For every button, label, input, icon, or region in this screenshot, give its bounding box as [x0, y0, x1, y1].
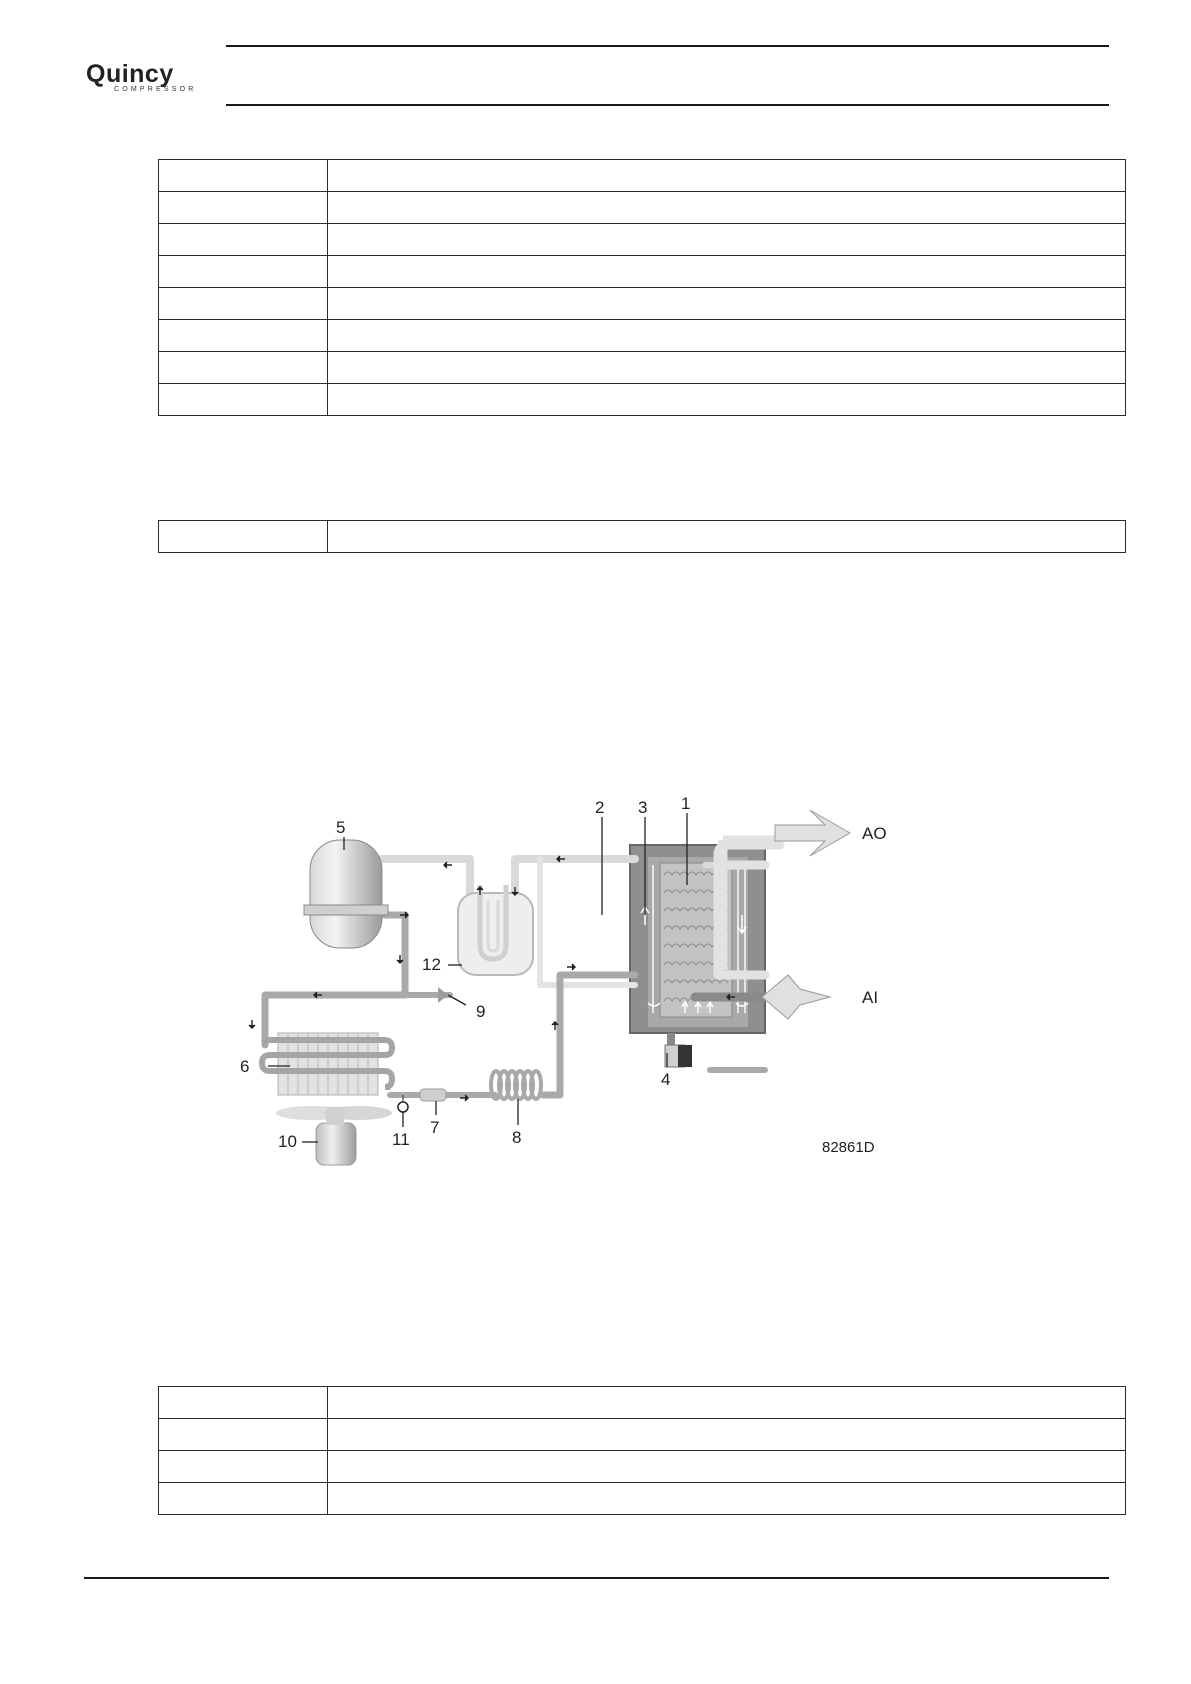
refrigeration-circuit-diagram [240, 794, 940, 1270]
table-cell [159, 1387, 328, 1419]
heat-exchanger-12 [458, 885, 533, 975]
table-cell [328, 1387, 1126, 1419]
table-cell [159, 1483, 328, 1515]
table-cell [159, 224, 328, 256]
air-inlet-arrow [762, 975, 830, 1019]
table-cell [328, 320, 1126, 352]
table-1 [158, 159, 1126, 416]
table-cell [328, 1451, 1126, 1483]
table-row [159, 160, 1126, 192]
table-cell [159, 1419, 328, 1451]
table-cell [328, 160, 1126, 192]
callout-1: 1 [681, 794, 691, 813]
table-cell [328, 288, 1126, 320]
table-cell [328, 352, 1126, 384]
heat-exchanger-housing [630, 845, 765, 1033]
table-cell [159, 160, 328, 192]
table-row [159, 521, 1126, 553]
callout-4: 4 [661, 1070, 671, 1089]
table-row [159, 1419, 1126, 1451]
table-cell [159, 288, 328, 320]
table-cell [159, 192, 328, 224]
capillary-coil [491, 1071, 541, 1099]
air-outlet-label: AO [862, 824, 887, 843]
callout-12: 12 [422, 955, 441, 974]
table-cell [328, 384, 1126, 416]
air-outlet-arrow [775, 810, 850, 856]
table-2 [158, 520, 1126, 553]
condensate-drain [665, 1033, 692, 1067]
callout-2: 2 [595, 798, 605, 817]
callout-8: 8 [512, 1128, 522, 1147]
table-cell [159, 521, 328, 553]
table-row [159, 320, 1126, 352]
header-rule-bottom [226, 104, 1109, 106]
callout-10: 10 [278, 1132, 297, 1151]
logo-subtext: COMPRESSOR [114, 86, 197, 93]
table-row [159, 352, 1126, 384]
table-row [159, 288, 1126, 320]
callout-6: 6 [240, 1057, 250, 1076]
table-cell [328, 1483, 1126, 1515]
table-cell [328, 224, 1126, 256]
table-cell [159, 352, 328, 384]
callout-9: 9 [476, 1002, 486, 1021]
pressure-switch [398, 1102, 408, 1112]
filter-drier [420, 1089, 446, 1101]
figure-code: 82861D [822, 1139, 875, 1156]
callout-5: 5 [336, 818, 346, 837]
refrigerant-tank [304, 840, 388, 948]
table-cell [159, 1451, 328, 1483]
table-row [159, 384, 1126, 416]
table-cell [159, 256, 328, 288]
callout-7: 7 [430, 1118, 440, 1137]
condenser [262, 1033, 392, 1095]
logo-wordmark: Quincy [86, 60, 174, 88]
quincy-logo [84, 60, 202, 94]
table-cell [328, 192, 1126, 224]
bypass-valve [438, 987, 448, 1003]
table-row [159, 192, 1126, 224]
header-rule-top [226, 45, 1109, 47]
table-cell [159, 320, 328, 352]
table-3 [158, 1386, 1126, 1515]
table-row [159, 224, 1126, 256]
table-cell [159, 384, 328, 416]
table-cell [328, 521, 1126, 553]
table-cell [328, 256, 1126, 288]
table-row [159, 1387, 1126, 1419]
table-row [159, 1483, 1126, 1515]
callout-3: 3 [638, 798, 648, 817]
table-row [159, 256, 1126, 288]
footer-rule [84, 1577, 1109, 1579]
table-row [159, 1451, 1126, 1483]
table-cell [328, 1419, 1126, 1451]
callout-11: 11 [392, 1130, 410, 1149]
air-inlet-label: AI [862, 988, 879, 1007]
